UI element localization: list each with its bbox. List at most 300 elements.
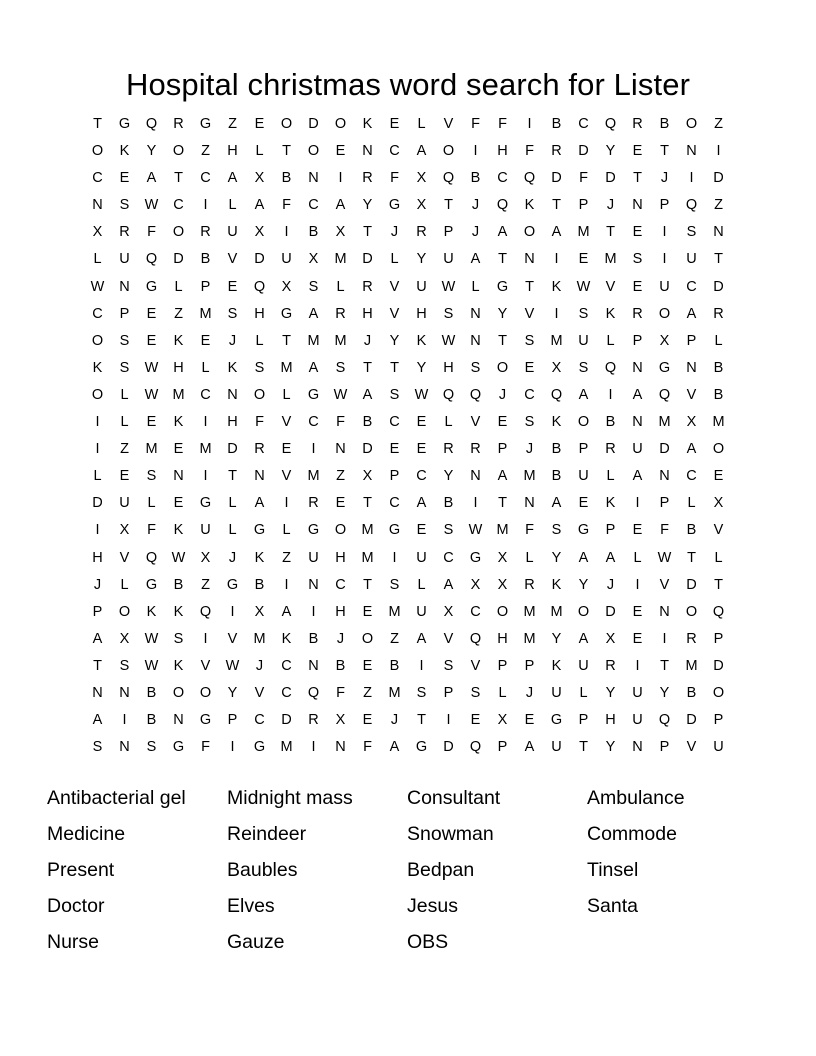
grid-letter[interactable]: E bbox=[497, 414, 508, 431]
grid-letter[interactable]: P bbox=[497, 657, 508, 674]
grid-letter[interactable]: D bbox=[227, 441, 238, 458]
grid-letter[interactable]: U bbox=[119, 251, 130, 268]
grid-letter[interactable]: Q bbox=[469, 739, 482, 756]
grid-letter[interactable]: H bbox=[497, 143, 508, 160]
grid-letter[interactable]: X bbox=[470, 576, 481, 593]
grid-letter[interactable]: R bbox=[362, 278, 373, 295]
grid-letter[interactable]: X bbox=[200, 549, 211, 566]
grid-letter[interactable]: J bbox=[525, 684, 534, 701]
grid-letter[interactable]: Q bbox=[604, 359, 617, 376]
grid-letter[interactable]: Y bbox=[659, 684, 670, 701]
grid-letter[interactable]: L bbox=[714, 549, 723, 566]
grid-letter[interactable]: I bbox=[689, 170, 694, 187]
grid-letter[interactable]: A bbox=[497, 468, 508, 485]
grid-letter[interactable]: L bbox=[120, 414, 129, 431]
grid-letter[interactable]: I bbox=[284, 495, 289, 512]
grid-letter[interactable]: L bbox=[633, 549, 642, 566]
grid-letter[interactable]: L bbox=[606, 332, 615, 349]
grid-letter[interactable]: A bbox=[92, 712, 103, 729]
grid-letter[interactable]: D bbox=[713, 657, 724, 674]
grid-letter[interactable]: Z bbox=[282, 549, 291, 566]
grid-letter[interactable]: A bbox=[92, 630, 103, 647]
grid-letter[interactable]: R bbox=[308, 495, 319, 512]
grid-letter[interactable]: H bbox=[92, 549, 103, 566]
grid-letter[interactable]: S bbox=[92, 739, 103, 756]
grid-letter[interactable]: N bbox=[659, 468, 670, 485]
grid-letter[interactable]: C bbox=[92, 305, 103, 322]
grid-letter[interactable]: I bbox=[662, 251, 667, 268]
grid-letter[interactable]: J bbox=[471, 197, 480, 214]
grid-letter[interactable]: H bbox=[605, 712, 616, 729]
grid-letter[interactable]: R bbox=[173, 116, 184, 132]
grid-letter[interactable]: S bbox=[119, 197, 130, 214]
grid-letter[interactable]: I bbox=[284, 224, 289, 241]
grid-letter[interactable]: J bbox=[525, 441, 534, 458]
grid-letter[interactable]: O bbox=[253, 386, 266, 403]
grid-letter[interactable]: R bbox=[443, 441, 454, 458]
grid-letter[interactable]: X bbox=[659, 332, 670, 349]
grid-letter[interactable]: B bbox=[173, 576, 184, 593]
grid-letter[interactable]: K bbox=[146, 603, 157, 620]
grid-letter[interactable]: B bbox=[551, 441, 562, 458]
grid-letter[interactable]: T bbox=[228, 468, 237, 485]
grid-letter[interactable]: P bbox=[443, 224, 454, 241]
grid-letter[interactable]: I bbox=[527, 116, 532, 132]
grid-letter[interactable]: U bbox=[632, 441, 643, 458]
grid-letter[interactable]: N bbox=[632, 197, 643, 214]
grid-letter[interactable]: G bbox=[388, 197, 401, 214]
grid-letter[interactable]: W bbox=[171, 549, 186, 566]
grid-letter[interactable]: E bbox=[713, 468, 724, 485]
grid-letter[interactable]: F bbox=[201, 739, 210, 756]
grid-letter[interactable]: C bbox=[281, 657, 292, 674]
grid-letter[interactable]: M bbox=[496, 522, 509, 539]
grid-letter[interactable]: G bbox=[145, 278, 158, 295]
grid-letter[interactable]: J bbox=[228, 332, 237, 349]
grid-letter[interactable]: Q bbox=[199, 603, 212, 620]
grid-letter[interactable]: I bbox=[203, 414, 208, 431]
grid-letter[interactable]: X bbox=[686, 414, 697, 431]
word-list-item[interactable]: Elves bbox=[227, 895, 275, 917]
grid-letter[interactable]: T bbox=[579, 739, 588, 756]
grid-letter[interactable]: L bbox=[606, 468, 615, 485]
grid-letter[interactable]: V bbox=[254, 684, 265, 701]
grid-letter[interactable]: T bbox=[93, 657, 102, 674]
grid-letter[interactable]: G bbox=[307, 522, 320, 539]
word-list-item[interactable]: Santa bbox=[587, 895, 638, 917]
grid-letter[interactable]: M bbox=[199, 305, 212, 322]
grid-letter[interactable]: B bbox=[362, 414, 373, 431]
grid-letter[interactable]: C bbox=[686, 278, 697, 295]
grid-letter[interactable]: O bbox=[172, 684, 185, 701]
grid-letter[interactable]: D bbox=[686, 576, 697, 593]
grid-letter[interactable]: M bbox=[361, 522, 374, 539]
grid-letter[interactable]: E bbox=[578, 251, 589, 268]
grid-letter[interactable]: N bbox=[308, 576, 319, 593]
grid-letter[interactable]: G bbox=[550, 712, 563, 729]
grid-letter[interactable]: C bbox=[308, 414, 319, 431]
grid-letter[interactable]: L bbox=[417, 116, 426, 132]
grid-letter[interactable]: T bbox=[444, 197, 453, 214]
grid-letter[interactable]: F bbox=[363, 739, 372, 756]
grid-letter[interactable]: D bbox=[362, 251, 373, 268]
grid-letter[interactable]: H bbox=[335, 549, 346, 566]
grid-letter[interactable]: T bbox=[417, 712, 426, 729]
word-list-item[interactable]: Baubles bbox=[227, 859, 298, 881]
grid-letter[interactable]: M bbox=[334, 332, 347, 349]
grid-letter[interactable]: M bbox=[361, 549, 374, 566]
grid-letter[interactable]: L bbox=[120, 576, 129, 593]
grid-letter[interactable]: I bbox=[662, 630, 667, 647]
grid-letter[interactable]: J bbox=[390, 224, 399, 241]
grid-letter[interactable]: A bbox=[524, 739, 535, 756]
grid-letter[interactable]: O bbox=[577, 603, 590, 620]
word-list-item[interactable]: Antibacterial gel bbox=[47, 787, 186, 809]
grid-letter[interactable]: K bbox=[92, 359, 103, 376]
grid-letter[interactable]: Q bbox=[712, 603, 725, 620]
grid-letter[interactable]: C bbox=[200, 386, 211, 403]
grid-letter[interactable]: O bbox=[685, 603, 698, 620]
grid-letter[interactable]: D bbox=[659, 441, 670, 458]
grid-letter[interactable]: Z bbox=[228, 116, 237, 132]
grid-letter[interactable]: I bbox=[716, 143, 721, 160]
grid-letter[interactable]: I bbox=[662, 224, 667, 241]
word-list-item[interactable]: OBS bbox=[407, 931, 449, 953]
grid-letter[interactable]: R bbox=[254, 441, 265, 458]
grid-letter[interactable]: M bbox=[550, 603, 563, 620]
grid-letter[interactable]: M bbox=[523, 603, 536, 620]
grid-letter[interactable]: X bbox=[335, 224, 346, 241]
grid-letter[interactable]: W bbox=[144, 197, 159, 214]
grid-letter[interactable]: S bbox=[524, 414, 535, 431]
grid-letter[interactable]: Q bbox=[442, 170, 455, 187]
grid-letter[interactable]: F bbox=[471, 116, 480, 132]
grid-letter[interactable]: C bbox=[173, 197, 184, 214]
grid-letter[interactable]: F bbox=[147, 224, 156, 241]
grid-letter[interactable]: T bbox=[660, 143, 669, 160]
grid-letter[interactable]: O bbox=[172, 224, 185, 241]
grid-letter[interactable]: G bbox=[496, 278, 509, 295]
grid-letter[interactable]: N bbox=[119, 278, 130, 295]
grid-letter[interactable]: A bbox=[335, 197, 346, 214]
grid-letter[interactable]: U bbox=[578, 332, 589, 349]
grid-letter[interactable]: E bbox=[416, 441, 427, 458]
grid-letter[interactable]: M bbox=[199, 441, 212, 458]
grid-letter[interactable]: K bbox=[173, 414, 184, 431]
grid-letter[interactable]: R bbox=[605, 657, 616, 674]
grid-letter[interactable]: S bbox=[227, 305, 238, 322]
grid-letter[interactable]: U bbox=[416, 278, 427, 295]
grid-letter[interactable]: O bbox=[496, 359, 509, 376]
grid-letter[interactable]: N bbox=[470, 305, 481, 322]
grid-letter[interactable]: B bbox=[335, 657, 346, 674]
grid-letter[interactable]: E bbox=[632, 630, 643, 647]
grid-letter[interactable]: O bbox=[442, 143, 455, 160]
grid-letter[interactable]: L bbox=[228, 197, 237, 214]
grid-letter[interactable]: B bbox=[308, 224, 319, 241]
grid-letter[interactable]: B bbox=[200, 251, 211, 268]
grid-letter[interactable]: V bbox=[200, 657, 211, 674]
grid-letter[interactable]: T bbox=[525, 278, 534, 295]
grid-letter[interactable]: S bbox=[119, 657, 130, 674]
grid-letter[interactable]: U bbox=[659, 278, 670, 295]
grid-letter[interactable]: M bbox=[658, 414, 671, 431]
grid-letter[interactable]: P bbox=[713, 712, 724, 729]
grid-letter[interactable]: Y bbox=[362, 197, 373, 214]
grid-letter[interactable]: Y bbox=[416, 251, 427, 268]
grid-letter[interactable]: E bbox=[146, 305, 157, 322]
grid-letter[interactable]: X bbox=[551, 359, 562, 376]
grid-letter[interactable]: R bbox=[605, 441, 616, 458]
grid-letter[interactable]: A bbox=[578, 549, 589, 566]
grid-letter[interactable]: M bbox=[172, 386, 185, 403]
grid-letter[interactable]: A bbox=[416, 143, 427, 160]
grid-letter[interactable]: V bbox=[227, 251, 238, 268]
grid-letter[interactable]: Z bbox=[174, 305, 183, 322]
grid-letter[interactable]: D bbox=[686, 712, 697, 729]
grid-letter[interactable]: L bbox=[255, 332, 264, 349]
grid-letter[interactable]: V bbox=[470, 657, 481, 674]
grid-letter[interactable]: T bbox=[93, 116, 102, 132]
grid-letter[interactable]: Q bbox=[685, 197, 698, 214]
grid-letter[interactable]: Y bbox=[605, 739, 616, 756]
grid-letter[interactable]: E bbox=[470, 712, 481, 729]
grid-letter[interactable]: S bbox=[632, 251, 643, 268]
grid-letter[interactable]: V bbox=[524, 305, 535, 322]
grid-letter[interactable]: N bbox=[173, 468, 184, 485]
grid-letter[interactable]: M bbox=[307, 332, 320, 349]
grid-letter[interactable]: I bbox=[230, 739, 235, 756]
grid-letter[interactable]: P bbox=[659, 197, 670, 214]
grid-letter[interactable]: R bbox=[551, 143, 562, 160]
grid-letter[interactable]: H bbox=[254, 305, 265, 322]
grid-letter[interactable]: C bbox=[281, 684, 292, 701]
grid-letter[interactable]: B bbox=[281, 170, 292, 187]
grid-letter[interactable]: J bbox=[255, 657, 264, 674]
grid-letter[interactable]: T bbox=[633, 170, 642, 187]
grid-letter[interactable]: Z bbox=[714, 116, 723, 132]
grid-letter[interactable]: W bbox=[414, 386, 429, 403]
grid-letter[interactable]: X bbox=[497, 549, 508, 566]
grid-letter[interactable]: N bbox=[632, 414, 643, 431]
grid-letter[interactable]: F bbox=[390, 170, 399, 187]
grid-letter[interactable]: Z bbox=[390, 630, 399, 647]
grid-letter[interactable]: Q bbox=[145, 251, 158, 268]
grid-letter[interactable]: T bbox=[363, 224, 372, 241]
grid-letter[interactable]: M bbox=[523, 468, 536, 485]
grid-letter[interactable]: C bbox=[200, 170, 211, 187]
grid-letter[interactable]: J bbox=[390, 712, 399, 729]
grid-letter[interactable]: C bbox=[443, 549, 454, 566]
grid-letter[interactable]: Q bbox=[658, 712, 671, 729]
grid-letter[interactable]: T bbox=[282, 332, 291, 349]
grid-letter[interactable]: U bbox=[578, 468, 589, 485]
grid-letter[interactable]: L bbox=[498, 684, 507, 701]
grid-letter[interactable]: U bbox=[578, 657, 589, 674]
grid-letter[interactable]: S bbox=[119, 332, 130, 349]
grid-letter[interactable]: H bbox=[227, 143, 238, 160]
grid-letter[interactable]: P bbox=[659, 495, 670, 512]
grid-letter[interactable]: E bbox=[632, 143, 643, 160]
grid-letter[interactable]: A bbox=[443, 576, 454, 593]
grid-letter[interactable]: A bbox=[686, 441, 697, 458]
grid-letter[interactable]: A bbox=[146, 170, 157, 187]
grid-letter[interactable]: Q bbox=[469, 386, 482, 403]
grid-letter[interactable]: S bbox=[470, 359, 481, 376]
grid-letter[interactable]: L bbox=[687, 495, 696, 512]
grid-letter[interactable]: F bbox=[579, 170, 588, 187]
grid-letter[interactable]: Y bbox=[578, 576, 589, 593]
grid-letter[interactable]: M bbox=[280, 739, 293, 756]
grid-letter[interactable]: O bbox=[280, 116, 293, 132]
grid-letter[interactable]: X bbox=[605, 630, 616, 647]
grid-letter[interactable]: H bbox=[443, 359, 454, 376]
grid-letter[interactable]: I bbox=[635, 657, 640, 674]
grid-letter[interactable]: E bbox=[362, 712, 373, 729]
grid-letter[interactable]: L bbox=[282, 522, 291, 539]
grid-letter[interactable]: O bbox=[334, 522, 347, 539]
word-list-item[interactable]: Snowman bbox=[407, 823, 494, 845]
word-list-item[interactable]: Gauze bbox=[227, 931, 285, 953]
grid-letter[interactable]: G bbox=[388, 522, 401, 539]
grid-letter[interactable]: O bbox=[118, 603, 131, 620]
word-list-item[interactable]: Present bbox=[47, 859, 115, 881]
grid-letter[interactable]: F bbox=[282, 197, 291, 214]
grid-letter[interactable]: X bbox=[92, 224, 103, 241]
grid-letter[interactable]: B bbox=[686, 522, 697, 539]
grid-letter[interactable]: A bbox=[578, 386, 589, 403]
grid-letter[interactable]: N bbox=[470, 468, 481, 485]
grid-letter[interactable]: G bbox=[253, 739, 266, 756]
grid-letter[interactable]: T bbox=[363, 576, 372, 593]
grid-letter[interactable]: F bbox=[336, 414, 345, 431]
grid-letter[interactable]: G bbox=[307, 386, 320, 403]
grid-letter[interactable]: O bbox=[91, 332, 104, 349]
grid-letter[interactable]: P bbox=[713, 630, 724, 647]
grid-letter[interactable]: T bbox=[606, 224, 615, 241]
grid-letter[interactable]: V bbox=[443, 116, 454, 132]
grid-letter[interactable]: K bbox=[605, 495, 616, 512]
grid-letter[interactable]: C bbox=[254, 712, 265, 729]
grid-letter[interactable]: W bbox=[144, 657, 159, 674]
grid-letter[interactable]: Z bbox=[201, 576, 210, 593]
grid-letter[interactable]: N bbox=[362, 143, 373, 160]
grid-letter[interactable]: E bbox=[119, 170, 130, 187]
word-list-item[interactable]: Reindeer bbox=[227, 823, 307, 845]
grid-letter[interactable]: D bbox=[308, 116, 319, 132]
grid-letter[interactable]: Y bbox=[551, 630, 562, 647]
grid-letter[interactable]: W bbox=[468, 522, 483, 539]
grid-letter[interactable]: U bbox=[281, 251, 292, 268]
grid-letter[interactable]: Z bbox=[120, 441, 129, 458]
grid-letter[interactable]: K bbox=[227, 359, 238, 376]
grid-letter[interactable]: X bbox=[416, 170, 427, 187]
grid-letter[interactable]: E bbox=[389, 116, 400, 132]
word-list-item[interactable]: Midnight mass bbox=[227, 787, 353, 809]
grid-letter[interactable]: D bbox=[362, 441, 373, 458]
grid-letter[interactable]: Q bbox=[550, 386, 563, 403]
grid-letter[interactable]: N bbox=[632, 739, 643, 756]
grid-letter[interactable]: K bbox=[605, 305, 616, 322]
grid-letter[interactable]: B bbox=[713, 386, 724, 403]
grid-letter[interactable]: M bbox=[523, 630, 536, 647]
grid-letter[interactable]: O bbox=[496, 603, 509, 620]
grid-letter[interactable]: I bbox=[230, 603, 235, 620]
grid-letter[interactable]: N bbox=[119, 684, 130, 701]
grid-letter[interactable]: X bbox=[119, 630, 130, 647]
grid-letter[interactable]: P bbox=[227, 712, 238, 729]
grid-letter[interactable]: L bbox=[228, 522, 237, 539]
grid-letter[interactable]: R bbox=[119, 224, 130, 241]
grid-letter[interactable]: Z bbox=[336, 468, 345, 485]
grid-letter[interactable]: I bbox=[392, 549, 397, 566]
grid-letter[interactable]: U bbox=[200, 522, 211, 539]
grid-letter[interactable]: M bbox=[145, 441, 158, 458]
grid-letter[interactable]: K bbox=[281, 630, 292, 647]
grid-letter[interactable]: A bbox=[578, 630, 589, 647]
grid-letter[interactable]: N bbox=[632, 359, 643, 376]
word-list-item[interactable]: Medicine bbox=[47, 823, 126, 845]
grid-letter[interactable]: F bbox=[525, 143, 534, 160]
grid-letter[interactable]: X bbox=[335, 712, 346, 729]
grid-letter[interactable]: X bbox=[254, 603, 265, 620]
grid-letter[interactable]: D bbox=[605, 170, 616, 187]
grid-letter[interactable]: L bbox=[525, 549, 534, 566]
grid-letter[interactable]: X bbox=[497, 576, 508, 593]
grid-letter[interactable]: E bbox=[362, 657, 373, 674]
grid-letter[interactable]: N bbox=[92, 197, 103, 214]
grid-letter[interactable]: T bbox=[174, 170, 183, 187]
grid-letter[interactable]: W bbox=[657, 549, 672, 566]
grid-letter[interactable]: S bbox=[308, 278, 319, 295]
grid-letter[interactable]: V bbox=[686, 739, 697, 756]
grid-letter[interactable]: E bbox=[524, 712, 535, 729]
grid-letter[interactable]: N bbox=[524, 495, 535, 512]
grid-letter[interactable]: E bbox=[389, 441, 400, 458]
grid-letter[interactable]: E bbox=[632, 278, 643, 295]
grid-letter[interactable]: K bbox=[254, 549, 265, 566]
grid-letter[interactable]: L bbox=[444, 414, 453, 431]
grid-letter[interactable]: A bbox=[470, 251, 481, 268]
grid-letter[interactable]: C bbox=[524, 386, 535, 403]
grid-letter[interactable]: A bbox=[362, 386, 373, 403]
grid-letter[interactable]: D bbox=[551, 170, 562, 187]
grid-letter[interactable]: S bbox=[389, 576, 400, 593]
grid-letter[interactable]: D bbox=[173, 251, 184, 268]
grid-letter[interactable]: G bbox=[469, 549, 482, 566]
grid-letter[interactable]: I bbox=[284, 576, 289, 593]
grid-letter[interactable]: A bbox=[227, 170, 238, 187]
grid-letter[interactable]: W bbox=[225, 657, 240, 674]
grid-letter[interactable]: V bbox=[281, 468, 292, 485]
grid-letter[interactable]: M bbox=[334, 251, 347, 268]
grid-letter[interactable]: S bbox=[470, 684, 481, 701]
grid-letter[interactable]: V bbox=[605, 278, 616, 295]
grid-letter[interactable]: S bbox=[173, 630, 184, 647]
grid-letter[interactable]: V bbox=[470, 414, 481, 431]
grid-letter[interactable]: H bbox=[497, 630, 508, 647]
word-list-item[interactable]: Doctor bbox=[47, 895, 105, 917]
grid-letter[interactable]: H bbox=[335, 603, 346, 620]
grid-letter[interactable]: O bbox=[685, 116, 698, 132]
grid-letter[interactable]: E bbox=[227, 278, 238, 295]
grid-letter[interactable]: E bbox=[119, 468, 130, 485]
grid-letter[interactable]: T bbox=[714, 251, 723, 268]
grid-letter[interactable]: Y bbox=[551, 549, 562, 566]
grid-letter[interactable]: W bbox=[144, 359, 159, 376]
grid-letter[interactable]: K bbox=[524, 197, 535, 214]
grid-letter[interactable]: T bbox=[282, 143, 291, 160]
